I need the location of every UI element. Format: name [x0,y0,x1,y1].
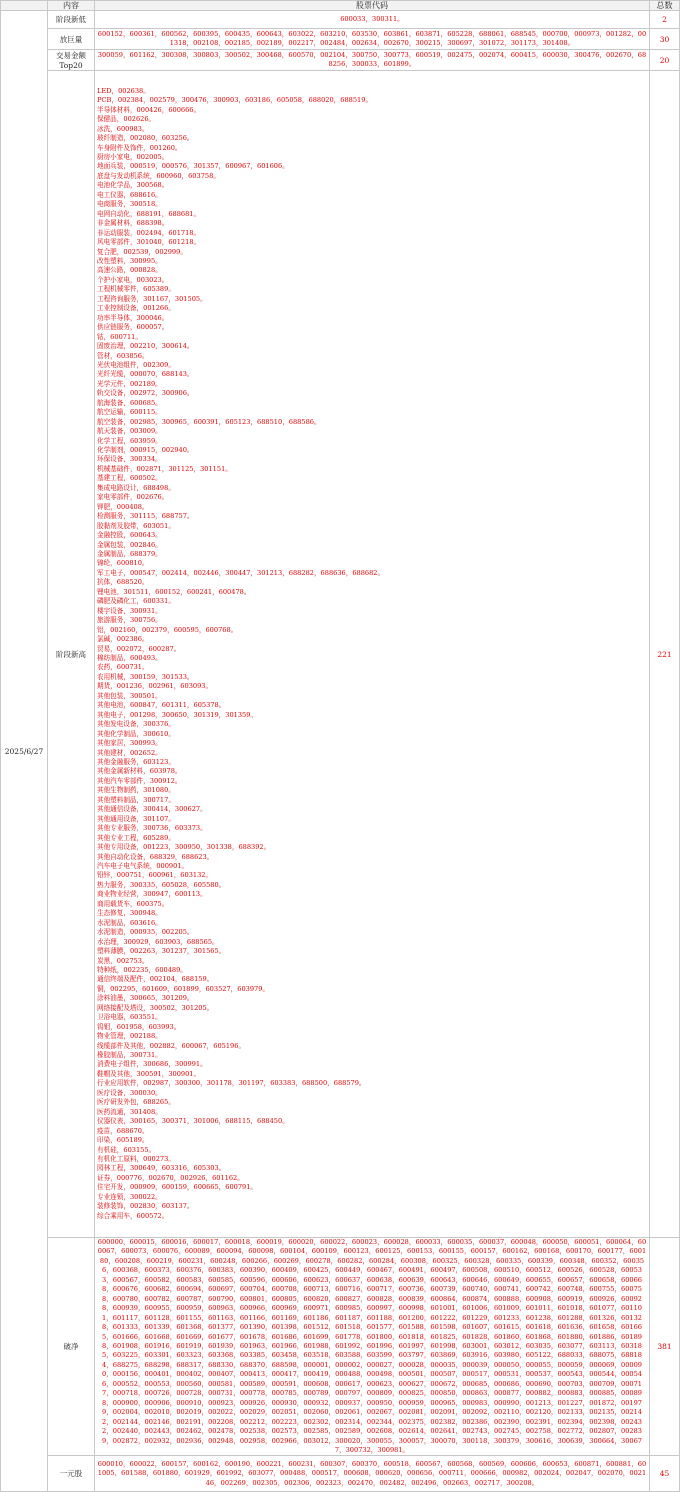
industry-line: 旅游服务，300756。 [97,616,162,625]
industry-line: 其他通用设备，301107。 [97,814,175,823]
industry-line: PCB，002384，002579，300476，300903，603186，605058，688020，688519。 [97,96,373,105]
industry-line: 高速公路，000828。 [97,266,162,275]
industry-line: 炭黑，002753。 [97,956,149,965]
industry-line: 化学制剂，000915，002940。 [97,446,194,455]
category-cell: 交易金额Top20 [48,50,95,71]
industry-line: 锂电池，301511，600152，600241，600478。 [97,587,251,596]
industry-line: 铅锌，000751，600961，603132。 [97,871,213,880]
industry-line: 氯碱，002386。 [97,635,149,644]
industry-line: 其他自动化设备，688329，688623。 [97,852,214,861]
industry-line: 锦纶，600810。 [97,559,149,568]
industry-line: 其他金融服务，603123。 [97,757,175,766]
industry-line: 光学元件，002189。 [97,379,162,388]
row-new-low [1,11,680,29]
industry-line: 玻纤制造，002080，603256。 [97,134,194,143]
category-cell: 一元股 [48,1456,95,1492]
industry-line: 水泥制造，000935，002205。 [97,928,194,937]
industry-line: 楼宇设备，300931。 [97,606,162,615]
category-cell: 阶段新高 [48,71,95,1238]
codes-cell: 600033，300311。 [95,11,650,29]
industry-line: 功率半导体，300046。 [97,313,169,322]
industry-line: 证券，000776，002670，002926，601162。 [97,1173,244,1182]
industry-line: 其他发电设备，300376。 [97,720,175,729]
industry-line: 商业物业经营，300947，600113。 [97,890,207,899]
industry-line: 专业连锁，300022。 [97,1192,162,1201]
industry-line: 轨交设备，002972，300906。 [97,389,194,398]
industry-line: 鞋帽及其他，300591，300901。 [97,1069,201,1078]
industry-line: 其他塑料制品，300717。 [97,795,175,804]
industry-line: 固废治理，002210，300614。 [97,342,194,351]
industry-line: 其他专业服务，300736，603373。 [97,824,207,833]
industry-line: 医疗设备，300030。 [97,1088,162,1097]
industry-line: 消费电子组件，300686，300991。 [97,1060,207,1069]
industry-line: 园林工程，300649，603316，605303。 [97,1164,226,1173]
industry-line: 检测服务，301115，688757。 [97,512,194,521]
industry-line: 其他电池，600847，601311，605378。 [97,701,226,710]
industry-line: 通信终端及配件，002104，688159。 [97,975,214,984]
industry-line: 风电零部件，301040，601218。 [97,238,201,247]
industry-line: 其他金属新材料，603978。 [97,767,182,776]
industry-line: 改性塑料，300995。 [97,256,162,265]
industry-line: 抗体，688520。 [97,578,149,587]
header-content: 内容 [48,1,95,11]
industry-line: 金属制品，688379。 [97,550,162,559]
industry-line: 其他生物制药，301080。 [97,786,175,795]
industry-line: 家电零部件，002676。 [97,493,169,502]
industry-line: 环保设备，300334。 [97,455,162,464]
industry-line: 车身附件及饰件，001260。 [97,143,182,152]
header-row [1,1,680,11]
industry-line: 供应链服务，600057。 [97,323,169,332]
industry-line: 疫苗，688670。 [97,1126,149,1135]
industry-line: 其他建材，002652。 [97,748,162,757]
industry-line: 管材，603856。 [97,351,149,360]
count-cell: 45 [650,1456,680,1492]
industry-line: 复合肥，002539，002999。 [97,247,187,256]
industry-line: 光纤光缆，000070，688143。 [97,370,194,379]
industry-line: 铝，002160，002379，600595，600768。 [97,625,238,634]
industry-line: 商用载货车，600375。 [97,899,169,908]
industry-line: 底盘与发动机系统，600960，603758。 [97,171,220,180]
industry-line: 贸易，002072，600287。 [97,644,181,653]
codes-cell: 600152，600361，600562，600395，600435，600643，603022，603210，603530，603861，603871，605228，688061，688545，000700，000973，001282，001318，002108，002185，002189，002217，002484，002634，002670，300215，300697，301072，301173，301408。 [95,29,650,50]
industry-line: 其他通信设备，300414，300627。 [97,805,207,814]
industry-line: 地面兵装，000519，000576，301357，600967，601606。 [97,162,289,171]
category-cell: 破净 [48,1238,95,1456]
count-cell: 2 [650,11,680,29]
industry-line: 非金属材料，688398。 [97,219,169,228]
industry-line: 行业应用软件，002987，300300，301178，301197，603383，688500，688579。 [97,1079,366,1088]
industry-line: 工程机械零件，605389。 [97,285,175,294]
industry-line: 保健品，002626。 [97,115,156,124]
industry-line: 其他包装，300501。 [97,691,162,700]
industry-line: 热力服务，300335，605028，605580。 [97,880,226,889]
category-cell: 阶段新低 [48,11,95,29]
header-blank [1,1,48,11]
industry-line: 特种纸，002235，600489。 [97,965,187,974]
industry-line: 非运动服装，002494，601718。 [97,228,201,237]
industry-line: 涂料油墨，300665，301209。 [97,994,194,1003]
industry-line: 网络接配及塔设，300502，301205。 [97,1003,214,1012]
industry-line: 其他化学制品，300610。 [97,729,175,738]
row-huge-volume [1,29,680,50]
header-total: 总数 [650,1,680,11]
category-cell: 放巨量 [48,29,95,50]
industry-line: 厨房小家电，002005。 [97,152,169,161]
row-below-book [1,1238,680,1456]
industry-line: LED，002638。 [97,86,150,95]
industry-line: 铜，002295，601609，601899，603527，603979。 [97,984,270,993]
industry-line: 农用机械，300159，301533。 [97,672,194,681]
industry-line: 胶黏剂及胶带，603051。 [97,521,175,530]
industry-line: 水治理，300929，603903，688565。 [97,937,219,946]
industry-line: 有机硅，603155。 [97,1145,156,1154]
date-cell: 2025/6/27 [1,11,48,1492]
industry-line: 电池化学品，300568。 [97,181,169,190]
industry-line: 军工电子，000547，002414，002446，300447，301213，688282，688636，688682。 [97,568,385,577]
header-codes: 股票代码 [95,1,650,11]
industry-line: 物业管理，002188。 [97,1032,162,1041]
industry-line: 其他专业工程，605289。 [97,833,175,842]
count-cell: 381 [650,1238,680,1456]
industry-line: 航空装备，002985，300965，600391，605123，688510，688586。 [97,417,321,426]
industry-line: 工业控制设备，001266。 [97,304,175,313]
industry-line: 金属包装，002846。 [97,540,162,549]
codes-cell: 600000，600015，600016，600017，600018，600019，600020，600022，600023，600028，600033，600035，600037，600048，600050，600051，600064，600067，600073，600076，600089，600094，600098，600104，600109，600123，600125，600153，600155，600157，600162，600168，600170，600177，600180，600208，600219，600231，600248，600266，600269，600278，600282，600284，600308，600325，600328，600335，600339，600348，600352，600356，600368，600373，600376，600383，600390，600409，600425，600449，600467，600491，600497，600508，600510，600512，600526，600528，600533，600567，600582，600583，600585，600596，600606，600623，600637，600638，600639，600643，600646，600649，600655，600657，600658，600668，600676，600682，600694，600697，600704，600708，600713，600716，600717，600736，600739，600740，600741，600742，600748，600755，600758，600780，600782，600787，600790，600801，600805，600820，600827，600828，600839，600864，600874，600888，600908，600919，600926，600928，600939，600955，600959，600963，600966，600969，600971，600985，600997，600998，601001，601006，601009，601011，601018，601077，601101，601117，601128，601155，601163，601166，601169，601186，601187，601188，601200，601222，601229，601233，601238，601288，601326，601328，601333，601339，601368，601377，601390，601398，601512，601518，601577，601588，601598，601607，601615，601618，601636，601658，601665，601666，601668，601669，601677，601678，601686，601699，601778，601800，601818，601825，601828，601860，601868，601880，601886，601898，601908，601916，601919，601939，601963，601966，601988，601992，601996，601997，601998，603001，603012，603035，603077，603113，603185，603225，603301，603323，603368，603385，603458，603518，603588，603599，603797，603869，603916，603980，605122，688033，688075，688184，688275，688298，688317，688330，688370，688598，000001，000002，000027，000028，000035，000039，000050，000055，000059，000069，000090，000156，000401，000402，000407，000413，000417，000419，000488，000498，000501，000507，000517，000531，000537，000543，000544，000546，000552，000553，000560，000581，000589，000591，000608，000617，000623，000627，000672，000685，000686，000690，000703，000709，000717，000718，000726，000728，000731，000778，000785，000789，000797，000809，000825，000850，000863，000877，000882，000883，000885，000898，000900，000906，000910，000923，000926，000930，000932，000937，000950，000959，000965，000983，000990，001213，001227，001872，001979，002004，002010，002019，002022，002029，002051，002060，002061，002067，002081，002091，002092，002110，002120，002133，002135，002142，002144，002146，002191，002208，002212，002223，002302，002314，002344，002375，002382，002386，002390，002391，002394，002398，002432，002440，002443，002462，002478，002538，002573，002585，002589，002608，002614，002641，002743，002745，002758，002772，002807，002839，002872，002932，002936，002948，002958，002966，003012，300020，300055，300057，300070，300118，300379，300616，300639，300664，300677，300732，300981。 [95,1238,650,1456]
industry-line: 其他汽车零部件，300912。 [97,776,182,785]
industry-line: 有机化工原料，000273。 [97,1155,175,1164]
industry-line: 其他家居，300993。 [97,739,162,748]
industry-line: 机械基础件，002871，301125，301151。 [97,464,232,473]
codes-cell: 300059，601162，300308，300803，300502，300468，600570，002104，300750，300773，600519，002475，002074，600415，600030，300476，002670，688256，300033，601899。 [95,50,650,71]
industry-list-cell [95,71,650,1238]
industry-line: 光伏电池组件，002309。 [97,360,175,369]
industry-line: 电网自动化，688191，688681。 [97,209,201,218]
industry-line: 航空运输，600115。 [97,408,162,417]
industry-line: 综合乘用车，600572。 [97,1211,169,1220]
row-new-high [1,71,680,1238]
industry-line: 住宅开发，000909，600159，600665，600791。 [97,1183,258,1192]
industry-line: 医疗研发外包，688265。 [97,1098,175,1107]
industry-line: 线缆部件及其他，002882，600067，605196。 [97,1041,246,1050]
industry-line: 期货，001236，002961，603093。 [97,682,213,691]
industry-line: 钾肥，000408。 [97,502,149,511]
industry-line: 汽车电子电气系统，000901。 [97,861,189,870]
industry-line: 卫浴电器，603551。 [97,1013,162,1022]
industry-line: 个护小家电，003023。 [97,275,169,284]
industry-line: 电工仪器，688616。 [97,190,162,199]
industry-line: 橡胶制品，300731。 [97,1051,162,1060]
industry-line: 工程咨询服务，301167，301505。 [97,294,207,303]
industry-line: 水泥制品，603616。 [97,918,162,927]
industry-line: 航天装备，003009。 [97,427,162,436]
industry-line: 集成电路设计，688498。 [97,483,175,492]
industry-line: 装修装饰，002830，603137。 [97,1202,194,1211]
industry-line: 半导体材料，000426，600666。 [97,105,201,114]
industry-line: 医药流通，301408。 [97,1107,162,1116]
industry-line: 化学工程，603959。 [97,436,162,445]
industry-line: 其他专用设备，001223，300950，301338，688392。 [97,843,271,852]
industry-line: 其他电子，001298，300650，301319，301359。 [97,710,258,719]
count-cell: 221 [650,71,680,1238]
industry-line: 仪器仪表，300165，300371，301006，688115，688450。 [97,1117,289,1126]
industry-line: 钴，600711。 [97,332,142,341]
industry-line: 航海装备，600685。 [97,398,162,407]
industry-line: 棉纺制品，600493。 [97,654,162,662]
industry-line: 印染，605189。 [97,1136,149,1145]
industry-line: 冰洗，600983。 [97,124,149,133]
count-cell: 20 [650,50,680,71]
industry-line: 农药，600731。 [97,663,149,672]
codes-cell: 600010，600022，600157，600162，600190，600221，600231，600307，600370，600518，600567，600568，600569，600606，600653，600871，600881，601005，601588，601880，601929，601992，603077，000488，000517，000608，000620，000656，000711，000666，000982，002024，002047，002070，002146，002269，002305，002306，002323，002470，002482，002496，002663，002717，300208。 [95,1456,650,1492]
industry-line: 钨钼，601958，603993。 [97,1022,181,1031]
row-turnover-top20 [1,50,680,71]
count-cell: 30 [650,29,680,50]
industry-line: 基建工程，600502。 [97,474,162,483]
industry-line: 电商服务，300518。 [97,200,162,209]
industry-line: 塑料薄膜，002263，301237，301565。 [97,947,226,956]
industry-line: 金融控股，600643。 [97,531,162,540]
industry-line: 生态修复，300948。 [97,909,162,918]
row-one-yuan [1,1456,680,1492]
industry-line: 磷肥及磷化工，600331。 [97,597,175,606]
